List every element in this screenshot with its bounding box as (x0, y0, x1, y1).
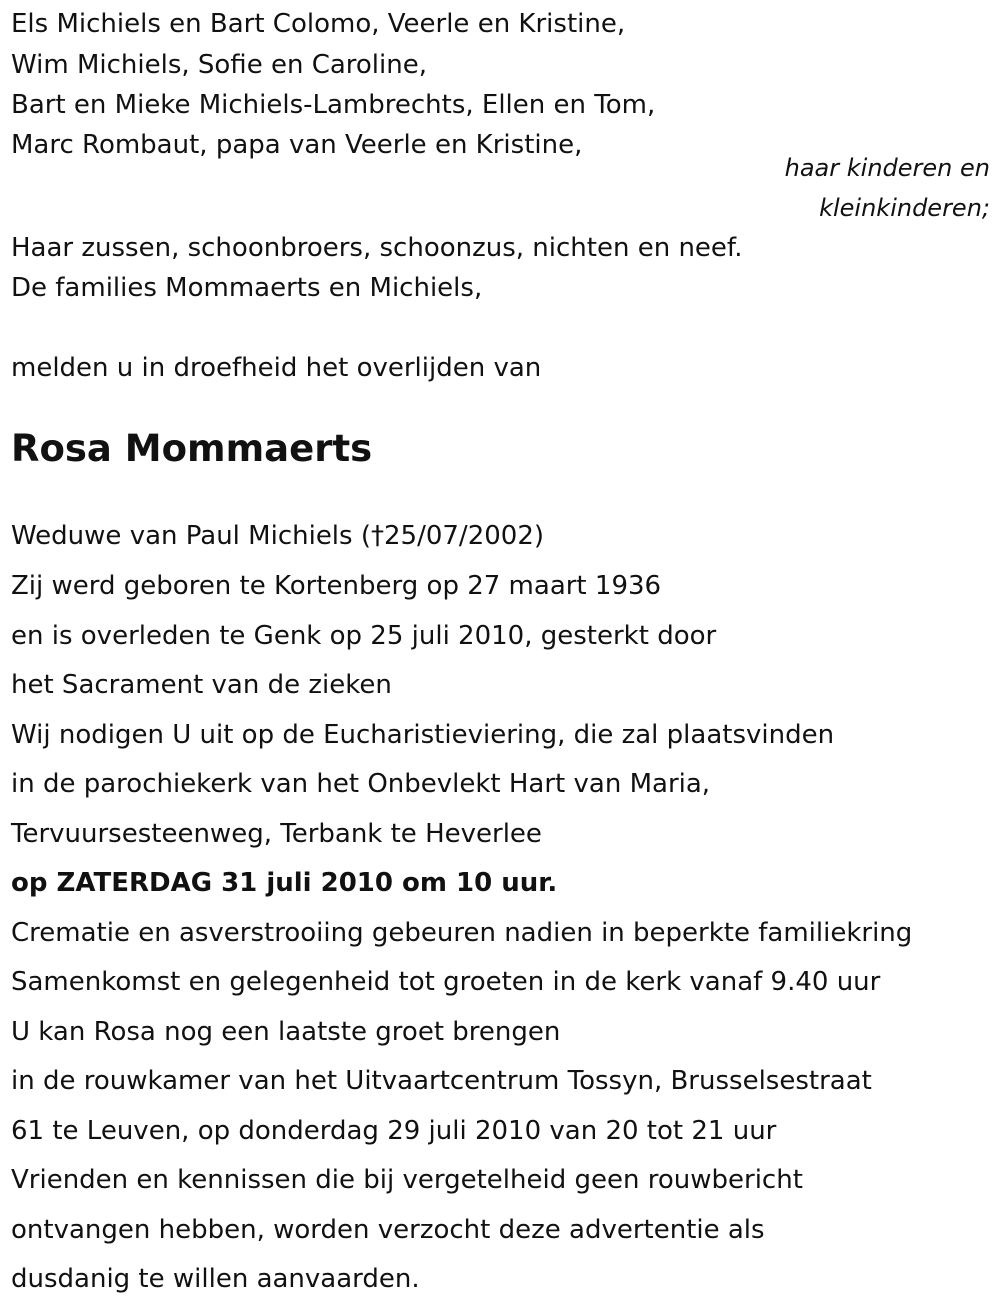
closing-line-5: 61 te Leuven, op donderdag 29 juli 2010 van 20 tot 21 uur (11, 1116, 777, 1146)
detail-line-2: en is overleden te Genk op 25 juli 2010, gesterkt door (11, 621, 717, 651)
relatives-line-2: De families Mommaerts en Michiels, (11, 273, 483, 303)
closing-line-1: Crematie en asverstrooiing gebeuren nadien in beperkte familiekring (11, 918, 913, 948)
widow-line (11, 520, 544, 552)
announcement-text: melden u in droefheid het overlijden van (11, 353, 542, 383)
closing-line-2: Samenkomst en gelegenheid tot groeten in de kerk vanaf 9.40 uur (11, 967, 881, 997)
relatives-line-1: Haar zussen, schoonbroers, schoonzus, nichten en neef. (11, 233, 743, 263)
widow-prefix: Weduwe van Paul Michiels ( (11, 521, 371, 551)
family-note-line-1: haar kinderen en (784, 154, 990, 182)
family-line-3: Bart en Mieke Michiels-Lambrechts, Ellen en Tom, (11, 90, 656, 120)
detail-line-3: het Sacrament van de zieken (11, 670, 392, 700)
deceased-name: Rosa Mommaerts (11, 427, 373, 470)
detail-line-1: Zij werd geboren te Kortenberg op 27 maart 1936 (11, 571, 662, 601)
detail-line-5: in de parochiekerk van het Onbevlekt Hart van Maria, (11, 769, 711, 799)
family-line-4: Marc Rombaut, papa van Veerle en Kristine, (11, 130, 583, 160)
detail-line-6: Tervuursesteenweg, Terbank te Heverlee (11, 819, 542, 849)
family-note-line-2: kleinkinderen; (819, 194, 990, 222)
closing-line-6: Vrienden en kennissen die bij vergetelheid geen rouwbericht (11, 1165, 803, 1195)
closing-line-3: U kan Rosa nog een laatste groet brengen (11, 1017, 561, 1047)
cross-icon: † (371, 521, 384, 551)
detail-line-4: Wij nodigen U uit op de Eucharistieviering, die zal plaatsvinden (11, 720, 835, 750)
closing-line-4: in de rouwkamer van het Uitvaartcentrum Tossyn, Brusselsestraat (11, 1066, 872, 1096)
widow-date: 25/07/2002) (384, 521, 544, 551)
closing-line-7: ontvangen hebben, worden verzocht deze advertentie als (11, 1215, 765, 1245)
closing-line-8: dusdanig te willen aanvaarden. (11, 1264, 420, 1294)
family-line-2: Wim Michiels, Sofie en Caroline, (11, 50, 427, 80)
family-line-1: Els Michiels en Bart Colomo, Veerle en Kristine, (11, 9, 626, 39)
ceremony-date: op ZATERDAG 31 juli 2010 om 10 uur. (11, 868, 558, 898)
